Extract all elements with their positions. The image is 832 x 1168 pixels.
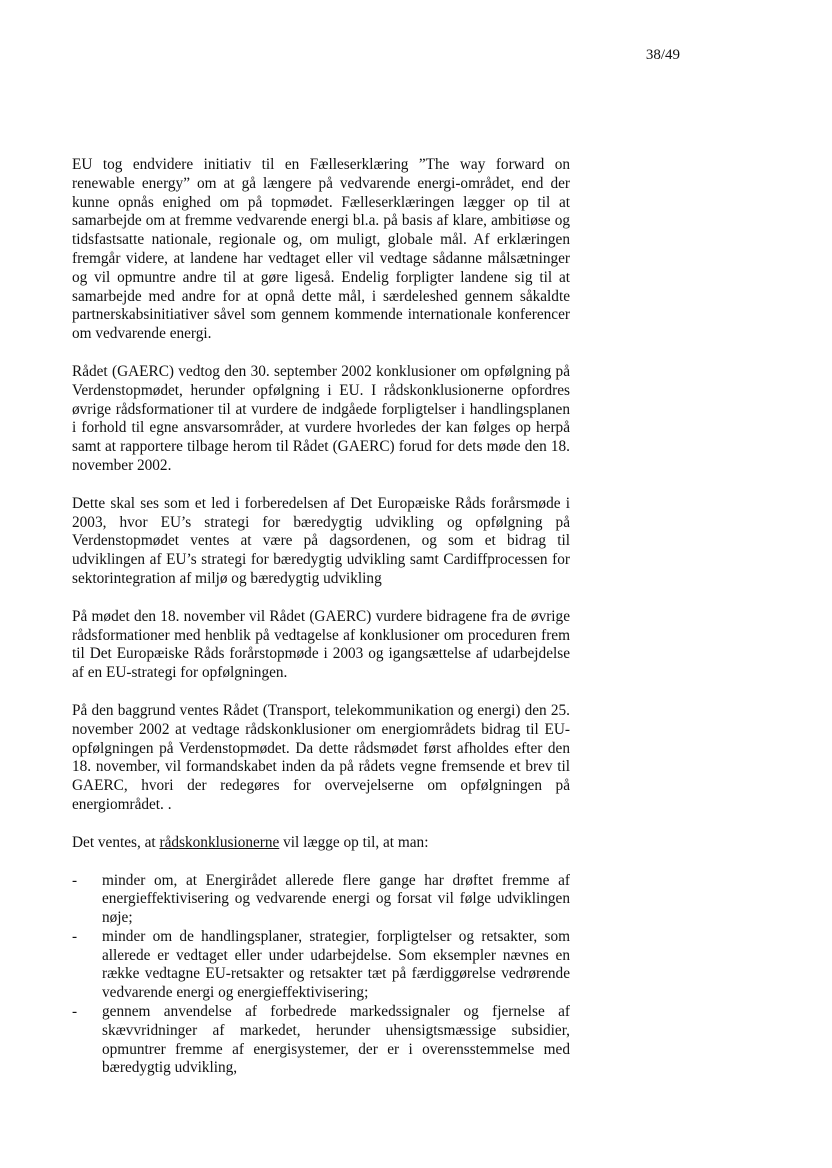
paragraph-spring-summit: Dette skal ses som et led i forberedelsen af Det Europæiske Råds forårsmøde i 2003, hvor EU’s strategi for bæredygtig udvikling og opfølgning på Verdenstopmødet ventes at være på dagsordenen, og som et bidrag til udviklingen af EU’s strategi for bæredygtig udvikling samt Cardiffprocessen for sektorintegration af miljø og bæredygtig udvikling [72,494,570,587]
intro-sentence [72,834,570,853]
list-item [72,1003,570,1078]
intro-text-after: vil lægge op til, at man: [279,833,429,851]
list-item [72,928,570,1003]
dash-marker: - [72,927,78,945]
paragraph-renewable-declaration: EU tog endvidere initiativ til en Fælleserklæring ”The way forward on renewable energy” om at gå længere på vedvarende energi-området, end der kunne opnås enighed om på topmødet. Fælleserklæringen lægger op til at samarbejde om at fremme vedvarende energi bl.a. på basis af klare, ambitiøse og tidsfastsatte nationale, regionale og, om muligt, globale mål. Af erklæringen fremgår videre, at landene har vedtaget eller vil vedtage sådanne målsætninger og vil opmuntre andre til at gøre ligeså. Endelig forpligter landene sig til at samarbejde med andre for at opnå dette mål, i særdeleshed gennem såkaldte partnerskabsinitiativer såvel som gennem kommende internationale konferencer om vedvarende energi. [72,156,570,343]
paragraph-gaerc-conclusions: Rådet (GAERC) vedtog den 30. september 2002 konklusioner om opfølgning på Verdenstopmødet, herunder opfølgning i EU. I rådskonklusionerne opfordres øvrige rådsformationer til at vurdere de indgåede forpligtelser i handlingsplanen i forhold til egne ansvarsområder, at vurdere hvorledes der kan følges op herpå samt at rapportere tilbage herom til Rådet (GAERC) forud for dets møde den 18. november 2002. [72,362,570,474]
paragraph-energy-council: På den baggrund ventes Rådet (Transport, telekommunikation og energi) den 25. november 2002 at vedtage rådskonklusioner om energiområdets bidrag til EU-opfølgningen på Verdenstopmødet. Da dette rådsmødet først afholdes efter den 18. november, vil formandskabet inden da på rådets vegne fremsende et brev til GAERC, hvori der redegøres for overvejelserne om opfølgningen på energiområdet. . [72,701,570,813]
page-number: 38/49 [645,47,680,63]
list-item [72,872,570,928]
list-item-text: minder om, at Energirådet allerede flere gange har drøftet fremme af energieffektivisering og vedvarende energi og forsat vil følge udviklingen nøje; [102,871,570,927]
dash-marker: - [72,871,78,889]
bullet-list [72,872,570,1079]
underlined-term: rådskonklusionerne [159,833,280,851]
list-item-text: gennem anvendelse af forbedrede markedssignaler og fjernelse af skævvridninger af markedet, herunder uhensigtsmæssige subsidier, opmuntrer fremme af energisystemer, der er i overensstemmelse med bæredygtig udvikling, [102,1003,570,1077]
intro-text-before: Det ventes, at [72,833,160,851]
dash-marker: - [72,1003,78,1021]
document-body [72,156,570,1078]
paragraph-november-meeting: På mødet den 18. november vil Rådet (GAERC) vurdere bidragene fra de øvrige rådsformationer med henblik på vedtagelse af konklusioner om proceduren frem til Det Europæiske Råds forårstopmøde i 2003 og igangsættelse af udarbejdelse af en EU-strategi for opfølgningen. [72,607,570,682]
list-item-text: minder om de handlingsplaner, strategier, forpligtelser og retsakter, som allerede er vedtaget eller under udarbejdelse. Som eksempler nævnes en række vedtagne EU-retsakter og retsakter tæt på færdiggørelse vedrørende vedvarende energi og energieffektivisering; [102,927,570,1002]
